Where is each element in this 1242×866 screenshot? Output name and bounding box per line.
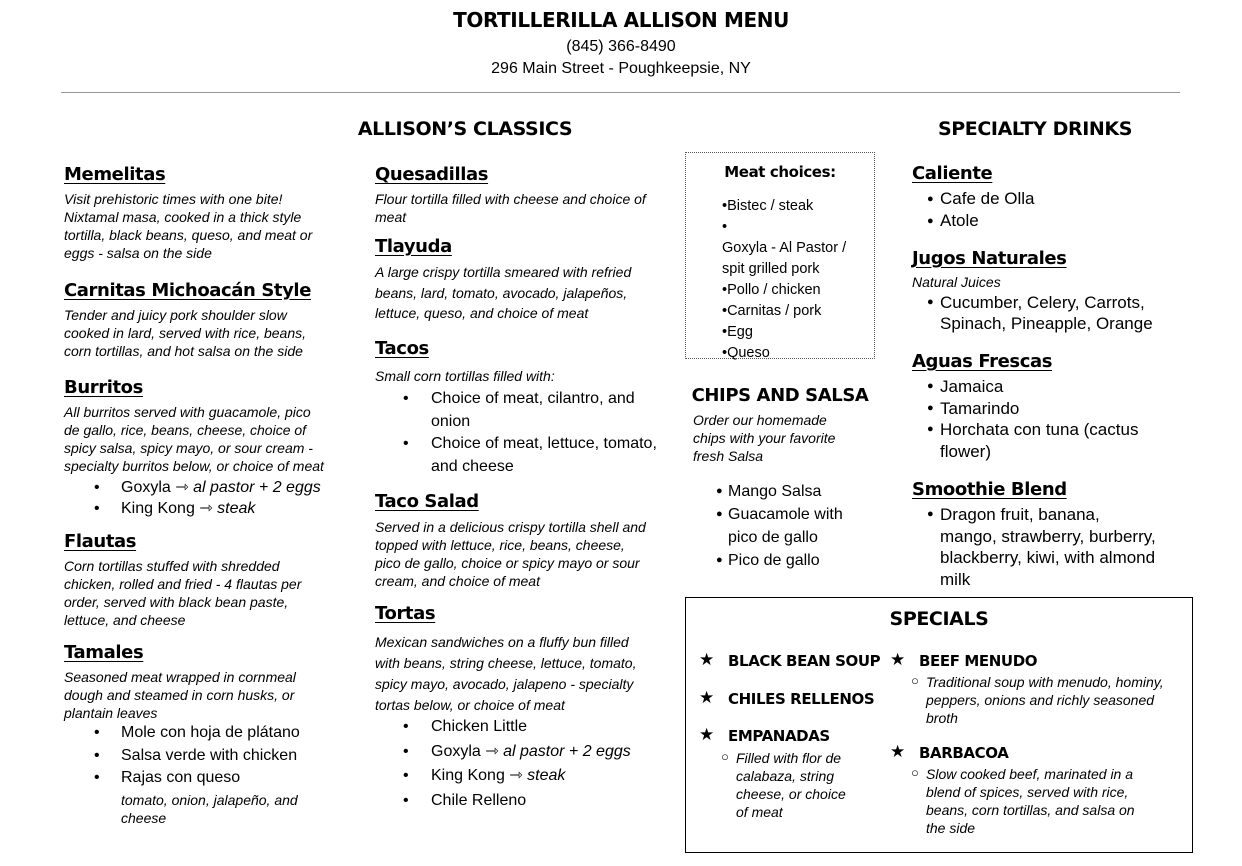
specials-title: SPECIALS bbox=[889, 608, 989, 630]
chips-title: CHIPS AND SALSA bbox=[691, 385, 869, 406]
menu-title: TORTILLERILLA ALLISON MENU bbox=[453, 8, 789, 32]
jugos-subtitle: Natural Juices bbox=[912, 274, 1001, 290]
carnitas-desc: Tender and juicy pork shoulder slow cooked in lard, served with rice, beans, corn tortillas, and hot salsa on the side bbox=[64, 307, 307, 359]
flautas-title: Flautas bbox=[64, 531, 137, 552]
circle-bullet-icon: ○ bbox=[911, 765, 919, 780]
circle-bullet-icon: ○ bbox=[721, 749, 729, 764]
chips-list bbox=[716, 480, 881, 572]
address: 296 Main Street - Poughkeepsie, NY bbox=[491, 60, 751, 77]
list-item: ● Jamaica bbox=[927, 377, 1004, 396]
circle-bullet-icon: ○ bbox=[911, 673, 919, 688]
quesadillas-title: Quesadillas bbox=[375, 164, 489, 185]
classics-title: ALLISON’S CLASSICS bbox=[357, 118, 573, 140]
flautas-desc: Corn tortillas stuffed with shredded chicken, rolled and fried - 4 flautas per order, served with black bean paste, lettuce, and cheese bbox=[64, 558, 302, 628]
list-item: • Choice of meat, lettuce, tomato, and cheese bbox=[403, 435, 657, 475]
list-item: •Pollo / chicken bbox=[722, 282, 821, 298]
list-item: • Choice of meat, cilantro, and onion bbox=[403, 390, 635, 430]
memelitas-desc: Visit prehistoric times with one bite! Nixtamal masa, cooked in a thick style tortilla, black beans, queso, and meat or eggs - salsa on the side bbox=[64, 191, 313, 261]
empanadas-desc: ○ Filled with flor de calabaza, string cheese, or choice of meat bbox=[721, 749, 846, 820]
list-item: ● Horchata con tuna (cactus flower) bbox=[927, 420, 1139, 461]
tortas-list bbox=[403, 715, 683, 813]
list-item: • Chicken Little bbox=[403, 718, 528, 735]
list-item: • Rajas con queso bbox=[94, 769, 241, 786]
list-item: • Chile Relleno bbox=[403, 791, 527, 809]
list-item: ● Dragon fruit, banana, mango, strawberry, burberry, blackberry, kiwi, with almond milk bbox=[927, 505, 1156, 589]
tlayuda-title: Tlayuda bbox=[375, 236, 452, 257]
tacos-title: Tacos bbox=[375, 338, 429, 359]
black-bean-soup: BLACK BEAN SOUP bbox=[728, 652, 881, 670]
header-divider bbox=[61, 92, 1180, 93]
star-icon: ★ bbox=[699, 688, 715, 707]
quesadillas-desc: Flour tortilla filled with cheese and choice of meat bbox=[375, 191, 646, 225]
list-item: ● Tamarindo bbox=[927, 398, 1020, 418]
star-icon: ★ bbox=[890, 742, 906, 761]
tlayuda-desc: A large crispy tortilla smeared with refried beans, lard, tomato, avocado, jalapeños, lettuce, queso, and choice of meat bbox=[375, 264, 632, 321]
caliente-list bbox=[927, 188, 1217, 232]
list-item: ● Mango Salsa bbox=[716, 483, 822, 500]
menudo-desc: ○ Traditional soup with menudo, hominy, peppers, onions and richly seasoned broth bbox=[911, 673, 1164, 726]
caliente-title: Caliente bbox=[912, 163, 993, 184]
tamales-list bbox=[94, 722, 364, 790]
list-item: •Queso bbox=[722, 345, 770, 361]
jugos-list bbox=[927, 292, 1227, 334]
rajas-detail: tomato, onion, jalapeño, and cheese bbox=[121, 792, 298, 826]
list-item: ● Cucumber, Celery, Carrots, Spinach, Pineapple, Orange bbox=[927, 293, 1153, 333]
list-item: ● Cafe de Olla bbox=[927, 189, 1035, 208]
drinks-title: SPECIALTY DRINKS bbox=[938, 118, 1132, 140]
star-icon: ★ bbox=[699, 725, 715, 744]
empanadas: EMPANADAS bbox=[728, 727, 830, 745]
aguas-list bbox=[927, 376, 1227, 462]
list-item: •Bistec / steak bbox=[722, 198, 814, 214]
burritos-desc: All burritos served with guacamole, pico de gallo, rice, beans, cheese, choice of spicy salsa, spicy mayo, or sour cream - specialty burritos below, or choice of meat bbox=[64, 404, 324, 474]
smoothie-list bbox=[927, 504, 1227, 590]
tortas-desc: Mexican sandwiches on a fluffy bun filled with beans, string cheese, lettuce, tomato, spicy mayo, avocado, jalapeno - specialty tortas below, or choice of meat bbox=[375, 634, 637, 713]
list-item: • Goxyla - Al Pastor / spit grilled pork bbox=[722, 219, 847, 277]
list-item: • King Kong ⇾ steak bbox=[94, 500, 256, 517]
barbacoa-desc: ○ Slow cooked beef, marinated in a blend of spices, served with rice, beans, corn tortillas, and salsa on the side bbox=[911, 765, 1135, 836]
phone-number: (845) 366-8490 bbox=[566, 38, 676, 55]
smoothie-title: Smoothie Blend bbox=[912, 479, 1067, 500]
list-item: • Mole con hoja de plátano bbox=[94, 724, 300, 741]
carnitas-title: Carnitas Michoacán Style bbox=[64, 280, 312, 301]
meat-choices-list bbox=[704, 196, 874, 364]
list-item: ● Pico de gallo bbox=[716, 552, 820, 569]
memelitas-title: Memelitas bbox=[64, 164, 166, 185]
tacos-list bbox=[403, 388, 683, 478]
meat-choices-title: Meat choices: bbox=[724, 163, 836, 181]
jugos-title: Jugos Naturales bbox=[912, 248, 1067, 269]
list-item: ● Atole bbox=[927, 211, 979, 230]
aguas-title: Aguas Frescas bbox=[912, 351, 1053, 372]
list-item: •Carnitas / pork bbox=[722, 303, 822, 319]
list-item: • Salsa verde with chicken bbox=[94, 746, 298, 764]
taco-salad-title: Taco Salad bbox=[375, 491, 479, 512]
taco-salad-desc: Served in a delicious crispy tortilla shell and topped with lettuce, rice, beans, cheese, pico de gallo, choice or spicy mayo or sour cream, and choice of meat bbox=[375, 519, 646, 589]
tacos-desc: Small corn tortillas filled with: bbox=[375, 368, 555, 384]
star-icon: ★ bbox=[699, 650, 715, 669]
burritos-list bbox=[94, 477, 364, 519]
chips-desc: Order our homemade chips with your favorite fresh Salsa bbox=[693, 412, 836, 464]
list-item: • King Kong ⇾ steak bbox=[403, 767, 566, 784]
chiles-rellenos: CHILES RELLENOS bbox=[728, 690, 875, 708]
tortas-title: Tortas bbox=[375, 603, 436, 624]
list-item: • Goxyla ⇾ al pastor + 2 eggs bbox=[94, 479, 321, 496]
beef-menudo: BEEF MENUDO bbox=[919, 652, 1038, 670]
list-item: •Egg bbox=[722, 324, 753, 340]
tamales-title: Tamales bbox=[64, 642, 144, 663]
tamales-desc: Seasoned meat wrapped in cornmeal dough and steamed in corn husks, or plantain leaves bbox=[64, 669, 296, 721]
barbacoa: BARBACOA bbox=[919, 744, 1009, 762]
list-item: • Goxyla ⇾ al pastor + 2 eggs bbox=[403, 742, 631, 760]
burritos-title: Burritos bbox=[64, 377, 143, 398]
list-item: ● Guacamole with pico de gallo bbox=[716, 506, 843, 546]
star-icon: ★ bbox=[890, 650, 906, 669]
